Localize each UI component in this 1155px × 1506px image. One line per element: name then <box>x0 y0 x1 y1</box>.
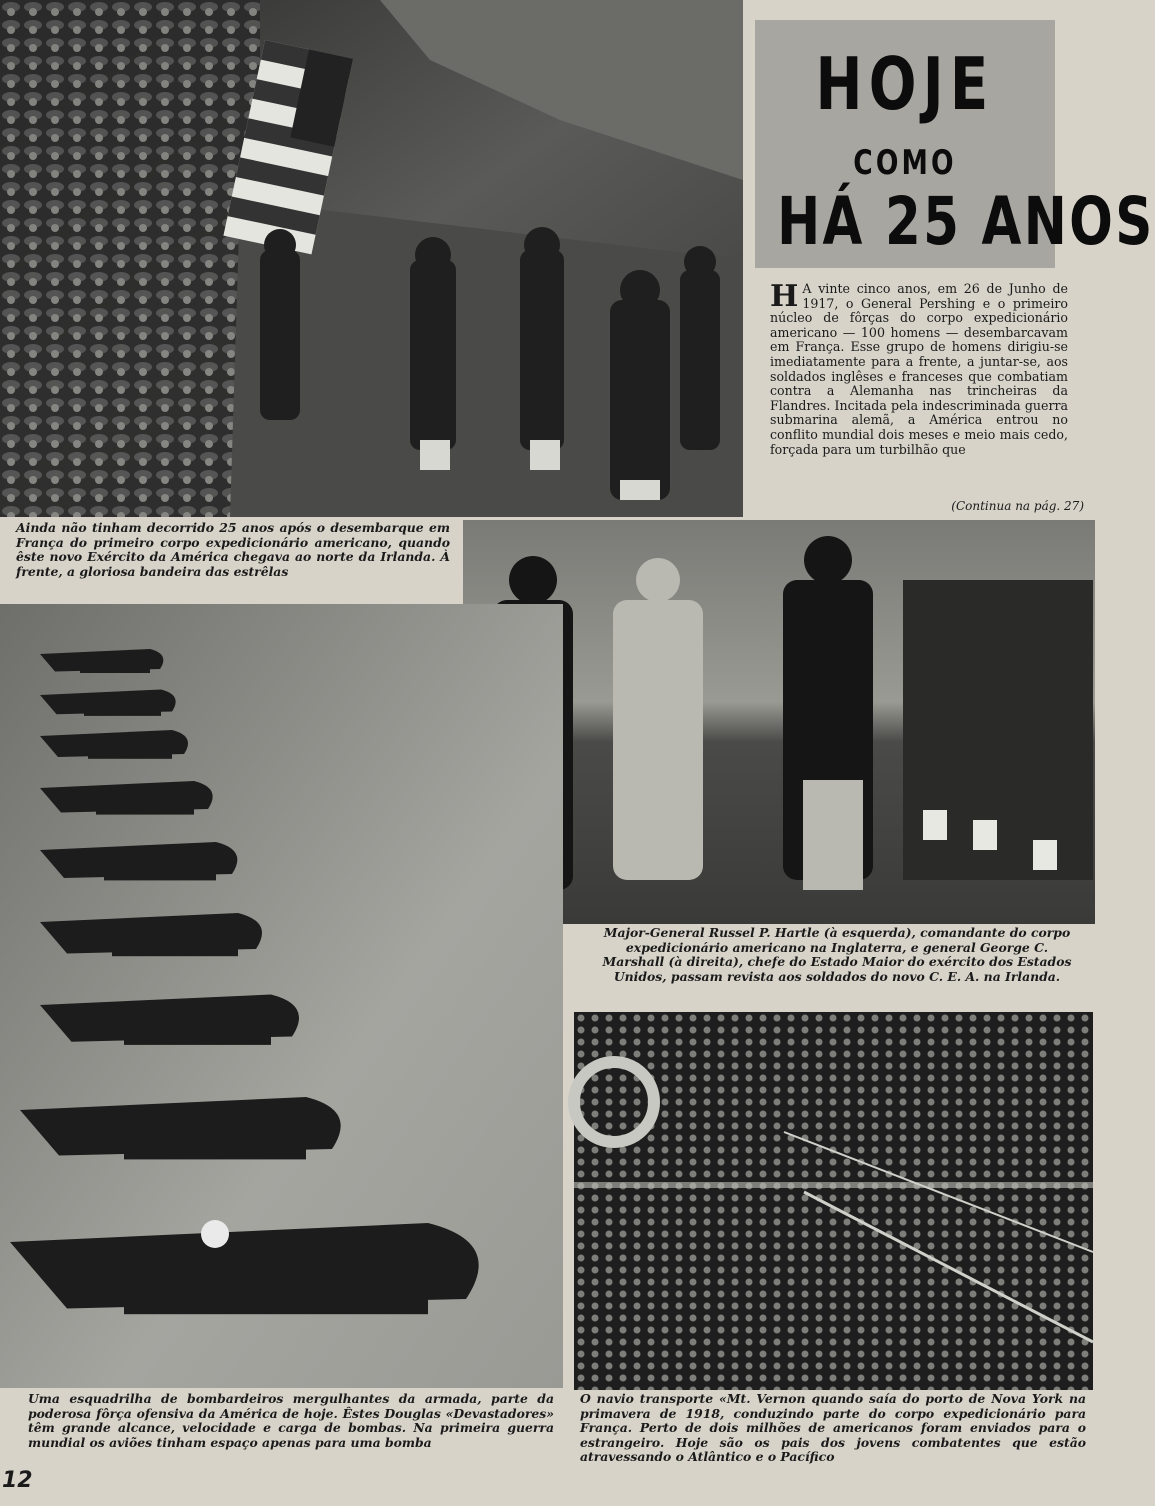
title-line-3: HÁ 25 ANOS <box>777 183 1155 260</box>
photo-marching-soldiers <box>0 0 743 517</box>
intro-text: A vinte cinco anos, em 26 de Junho de 1917, o General Pershing e o primeiro núcleo de fôrças do corpo expedicionário americano — 100 homens — desembarcavam em França. Esse grupo de homens dirigiu-se imediatamente para a frente, a juntar-se, aos soldados inglêses e franceses que combatiam contra a Alemanha nas trincheiras da Flandres. Incitada pela indescriminada guerra submarina alemã, a América entrou no conflito mundial dois meses e meio mais cedo, forçada para um turbilhão que <box>770 281 1068 457</box>
caption-generals: Major-General Russel P. Hartle (à esquerda), comandante do corpo expedicionário americano na Inglaterra, e general George C. Marshall (à direita), chefe do Estado Maior do exército dos Estados Unidos, passam revista aos soldados do novo C. E. A. na Irlanda. <box>602 925 1072 984</box>
title-line-1: HOJE <box>815 42 995 126</box>
continue-note: (Continua na pág. 27) <box>951 499 1084 513</box>
photo-dive-bombers <box>0 604 563 1388</box>
caption-ship: O navio transporte «Mt. Vernon quando saía do porto de Nova York na primavera de 1918, conduzindo parte do corpo expedicionário para França. Perto de dois milhões de americanos foram enviados para o estrangeiro. Hoje são os pais dos jovens combatentes que estão atravessando o Atlântico e o Pacífico <box>580 1391 1086 1465</box>
page-number: 12 <box>2 1468 33 1493</box>
intro-dropcap: H <box>770 279 799 314</box>
title-panel <box>755 20 1155 268</box>
title-line-2: COMO <box>853 143 957 183</box>
caption-bombers: Uma esquadrilha de bombardeiros mergulhantes da armada, parte da poderosa fôrça ofensiva da América de hoje. Êstes Douglas «Devastadores» têm grande alcance, velocidade e carga de bombas. Na primeira guerra mundial os aviões tinham espaço apenas para uma bomba <box>28 1391 554 1450</box>
intro-article <box>770 279 1068 457</box>
caption-march: Ainda não tinham decorrido 25 anos após o desembarque em França do primeiro corpo expedicionário americano, quando êste novo Exército da América chegava ao norte da Irlanda. À frente, a gloriosa bandeira das estrêlas <box>16 520 450 579</box>
photo-troop-ship <box>574 1012 1093 1390</box>
